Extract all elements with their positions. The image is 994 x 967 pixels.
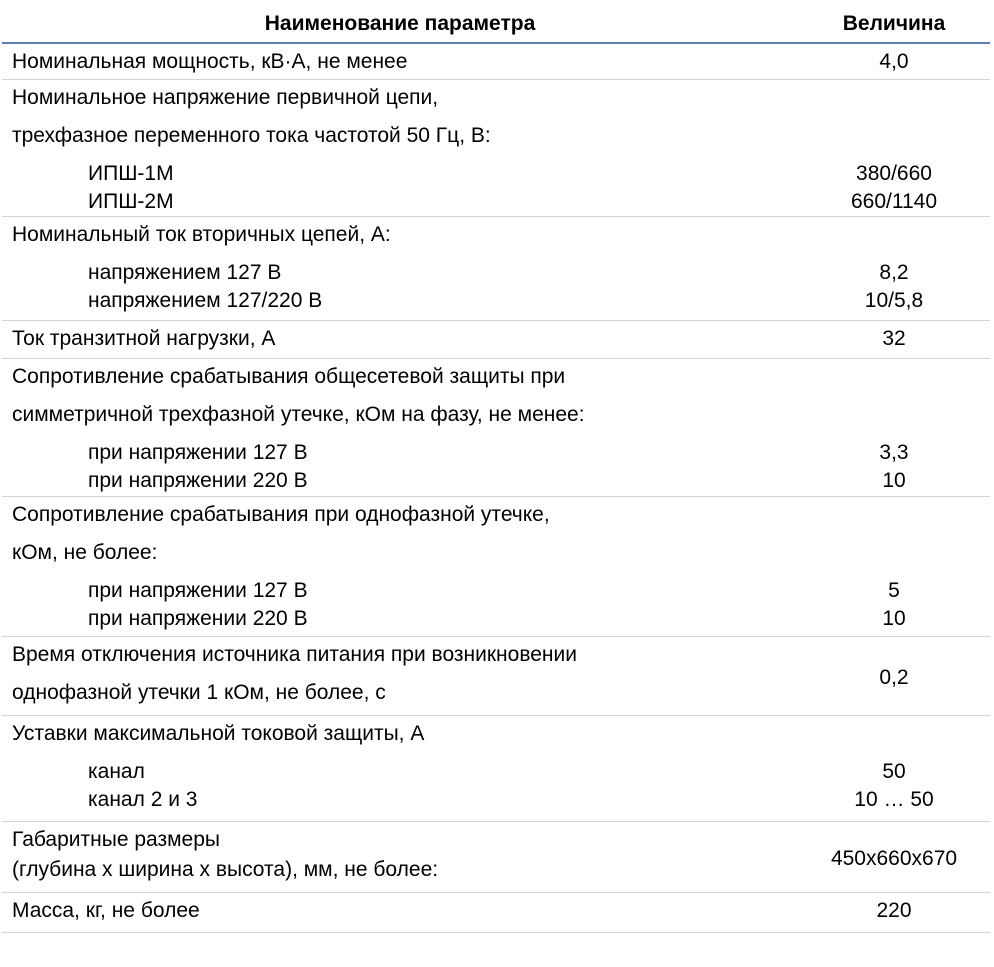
param-line: однофазной утечки 1 кОм, не более, с <box>12 680 386 704</box>
value: 380/660 <box>856 161 932 185</box>
value: 3,3 <box>879 440 909 464</box>
spec-table <box>2 6 990 933</box>
table-row <box>2 358 990 496</box>
param-sub: напряжением 127 В <box>88 260 282 284</box>
param-line: Время отключения источника питания при возникновении <box>12 642 577 666</box>
param-sub: ИПШ-2М <box>88 189 174 213</box>
table-row <box>2 496 990 636</box>
table-row <box>2 320 990 358</box>
table-row <box>2 715 990 821</box>
table-row <box>2 892 990 932</box>
param-line: Уставки максимальной токовой защиты, А <box>12 721 425 745</box>
param-sub: ИПШ-1М <box>88 161 174 185</box>
param-line: Номинальное напряжение первичной цепи, <box>12 85 439 109</box>
value: 10 <box>882 606 906 630</box>
param-line: Сопротивление срабатывания при однофазной утечке, <box>12 502 550 526</box>
param-line: Масса, кг, не более <box>12 898 200 922</box>
value: 5 <box>888 578 900 602</box>
param-sub: при напряжении 127 В <box>88 578 308 602</box>
table-row <box>2 636 990 715</box>
param-line: Ток транзитной нагрузки, А <box>12 326 276 350</box>
value: 50 <box>882 759 906 783</box>
value: 10/5,8 <box>864 288 924 312</box>
param-line: Габаритные размеры <box>12 827 220 851</box>
value: 0,2 <box>879 665 909 689</box>
value: 10 <box>882 468 906 492</box>
param-line: трехфазное переменного тока частотой 50 Гц, В: <box>12 123 491 147</box>
table-row <box>2 216 990 320</box>
header-param: Наименование параметра <box>2 6 798 43</box>
param-sub: при напряжении 220 В <box>88 606 308 630</box>
param-line: Номинальный ток вторичных цепей, А: <box>12 222 391 246</box>
table-row <box>2 79 990 216</box>
param-line: кОм, не более: <box>12 540 158 564</box>
table-row <box>2 821 990 892</box>
param-sub: при напряжении 127 В <box>88 440 308 464</box>
table-row <box>2 43 990 79</box>
param-sub: канал <box>88 759 145 783</box>
param-sub: канал 2 и 3 <box>88 787 198 811</box>
param-line: (глубина х ширина х высота), мм, не более: <box>12 857 439 881</box>
param-sub: при напряжении 220 В <box>88 468 308 492</box>
value: 10 … 50 <box>854 787 934 811</box>
header-value: Величина <box>798 6 990 43</box>
value: 660/1140 <box>850 189 938 213</box>
value: 8,2 <box>879 260 909 284</box>
value: 4,0 <box>879 50 909 73</box>
param-line: Номинальная мощность, кВ·А, не менее <box>12 50 408 73</box>
value: 450х660х670 <box>830 846 958 870</box>
param-line: Сопротивление срабатывания общесетевой защиты при <box>12 364 566 388</box>
param-line: симметричной трехфазной утечке, кОм на фазу, не менее: <box>12 402 585 426</box>
value: 220 <box>876 898 912 922</box>
param-sub: напряжением 127/220 В <box>88 288 323 312</box>
value: 32 <box>882 326 906 350</box>
